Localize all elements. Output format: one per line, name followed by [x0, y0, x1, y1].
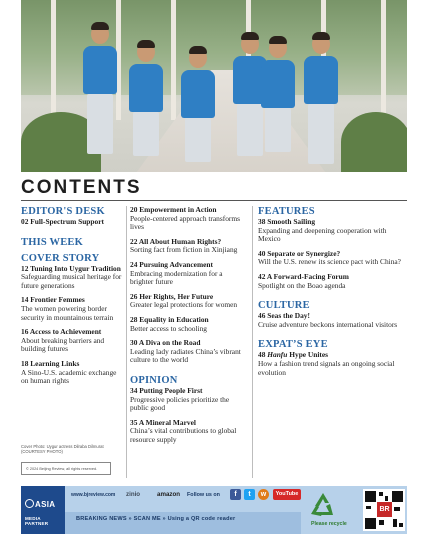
entry-description: Expanding and deepening cooperation with Mexico [258, 225, 387, 244]
entry-description: Will the U.S. renew its science pact with China? [258, 257, 401, 267]
page-number: 16 [21, 327, 29, 337]
page-number: 14 [21, 295, 29, 305]
toc-entry[interactable] [21, 360, 123, 386]
entry-title: Equality in Education [139, 314, 209, 324]
toc-entry[interactable] [130, 419, 246, 445]
toc-entry[interactable] [130, 238, 246, 255]
toc-entry[interactable] [258, 250, 408, 267]
section-title-opinion: OPINION [130, 374, 178, 386]
entry-title: Full-Spectrum Support [30, 217, 104, 226]
entry-description: Spotlight on the Boao agenda [258, 280, 346, 290]
entry-description: Progressive policies prioritize the public good [130, 394, 230, 413]
page-number: 38 [258, 217, 266, 226]
toc-entry[interactable] [21, 218, 123, 227]
entry-title: Pursuing Advancement [139, 259, 213, 269]
section-title-culture: CULTURE [258, 300, 310, 312]
entry-title-italic: Hanfu [267, 350, 288, 360]
column-divider [126, 206, 127, 478]
entry-title: Hype Unites [289, 350, 329, 360]
entry-description: Embracing modernization for a brighter future [130, 268, 223, 287]
page-number: 42 [258, 271, 266, 281]
toc-entry[interactable] [21, 328, 123, 354]
youtube-logo[interactable]: YouTube [273, 489, 301, 500]
breaking-news-scan-me: BREAKING NEWS » SCAN ME » Using a QR code reader [76, 516, 236, 522]
toc-entry[interactable] [130, 206, 246, 232]
toc-entry[interactable] [130, 293, 246, 310]
toc-entry[interactable] [130, 316, 246, 333]
amazon-logo[interactable]: amazon [157, 491, 181, 498]
footer-banner [21, 486, 407, 534]
entry-title: A Forward-Facing Forum [266, 271, 349, 281]
entry-title: A Diva on the Road [138, 338, 201, 348]
page-number: 40 [258, 248, 266, 258]
page-number: 12 [21, 263, 29, 273]
entry-title: A Mineral Marvel [138, 417, 196, 427]
zinio-logo[interactable]: zinio [126, 491, 141, 498]
entry-description: Leading lady radiates China’s vibrant culture to the world [130, 346, 241, 365]
contents-column-3 [258, 206, 408, 383]
contents-column-1 [21, 206, 123, 392]
page-number: 28 [130, 314, 138, 324]
section-title-features: FEATURES [258, 206, 315, 217]
page-number: 34 [130, 385, 138, 395]
asia-media-partner-badge [21, 486, 65, 534]
page-number: 48 [258, 350, 266, 360]
weibo-icon[interactable]: w [258, 489, 269, 500]
section-title-expats-eye: EXPAT’S EYE [258, 339, 328, 351]
follow-us-label: Follow us on [187, 492, 220, 498]
entry-description: How a fashion trend signals an ongoing social evolution [258, 358, 395, 377]
page-number: 18 [21, 358, 29, 368]
entry-description: The women powering border security in mountainous terrain [21, 303, 114, 322]
cover-photo [21, 0, 407, 172]
entry-title: Learning Links [30, 358, 80, 368]
br-badge: BR [377, 502, 392, 517]
entry-description: Safeguarding musical heritage for future generations [21, 272, 122, 290]
section-title-cover-story: COVER STORY [21, 252, 100, 264]
page-number: 30 [130, 338, 138, 348]
entry-title: Frontier Femmes [30, 295, 85, 305]
contents-column-2 [130, 206, 246, 450]
toc-entry[interactable] [130, 339, 246, 365]
entry-description: China’s vital contributions to global resource supply [130, 426, 237, 444]
entry-title: Tuning Into Uygur Tradition [30, 263, 121, 273]
entry-description: Better access to schooling [130, 323, 207, 333]
please-recycle-label: Please recycle [311, 521, 347, 527]
page-number: 02 [21, 217, 29, 226]
heading-rule [21, 200, 407, 201]
toc-entry[interactable] [130, 387, 246, 413]
cover-photo-credit: Cover Photo: Uygur actress Dilraba Dilmurat (COURTESY PHOTO) [21, 444, 104, 455]
entry-title: Seas the Day! [267, 311, 310, 321]
entry-description: A Sino-U.S. academic exchange on human rights [21, 367, 117, 386]
page-number: 46 [258, 311, 266, 321]
page-number: 20 [130, 205, 138, 214]
section-title-editors-desk: EDITOR'S DESK [21, 206, 105, 217]
toc-entry[interactable] [21, 265, 123, 291]
page-title: CONTENTS [21, 177, 142, 198]
entry-description: Greater legal protections for women [130, 300, 238, 310]
entry-description: People-centered approach transforms lives [130, 213, 240, 232]
qr-code[interactable] [363, 489, 405, 531]
copyright-notice: © 2024 Beijing Review, all rights reserved. [21, 462, 111, 475]
entry-title: Access to Achievement [29, 327, 102, 337]
section-title-this-week: THIS WEEK [21, 236, 84, 248]
column-divider [252, 206, 253, 478]
toc-entry[interactable] [258, 351, 408, 377]
page-number: 26 [130, 291, 138, 301]
facebook-icon[interactable]: f [230, 489, 241, 500]
entry-title: Smooth Sailing [267, 217, 316, 226]
entry-description: Cruise adventure beckons international visitors [258, 319, 398, 329]
toc-entry[interactable] [130, 261, 246, 287]
page-number: 22 [130, 236, 138, 246]
twitter-icon[interactable]: t [244, 489, 255, 500]
entry-title: Separate or Synergize? [267, 248, 341, 258]
globe-icon [25, 499, 34, 508]
page-number: 35 [130, 417, 138, 427]
asia-logo: ASIA [25, 499, 55, 509]
media-partner-label: MEDIA PARTNER [25, 516, 49, 526]
entry-title: All About Human Rights? [138, 236, 222, 246]
website-link[interactable]: www.bjreview.com [71, 492, 116, 498]
toc-entry[interactable] [258, 273, 408, 290]
entry-title: Putting People First [139, 385, 203, 395]
toc-entry[interactable] [258, 312, 408, 329]
entry-title: Empowerment in Action [139, 205, 217, 214]
entry-title: Her Rights, Her Future [139, 291, 214, 301]
toc-entry[interactable] [258, 218, 408, 244]
toc-entry[interactable] [21, 296, 123, 322]
page-number: 24 [130, 259, 138, 269]
entry-description: Sorting fact from fiction in Xinjiang [130, 245, 238, 255]
entry-description: About breaking barriers and building futures [21, 335, 105, 354]
recycle-icon [307, 490, 339, 520]
